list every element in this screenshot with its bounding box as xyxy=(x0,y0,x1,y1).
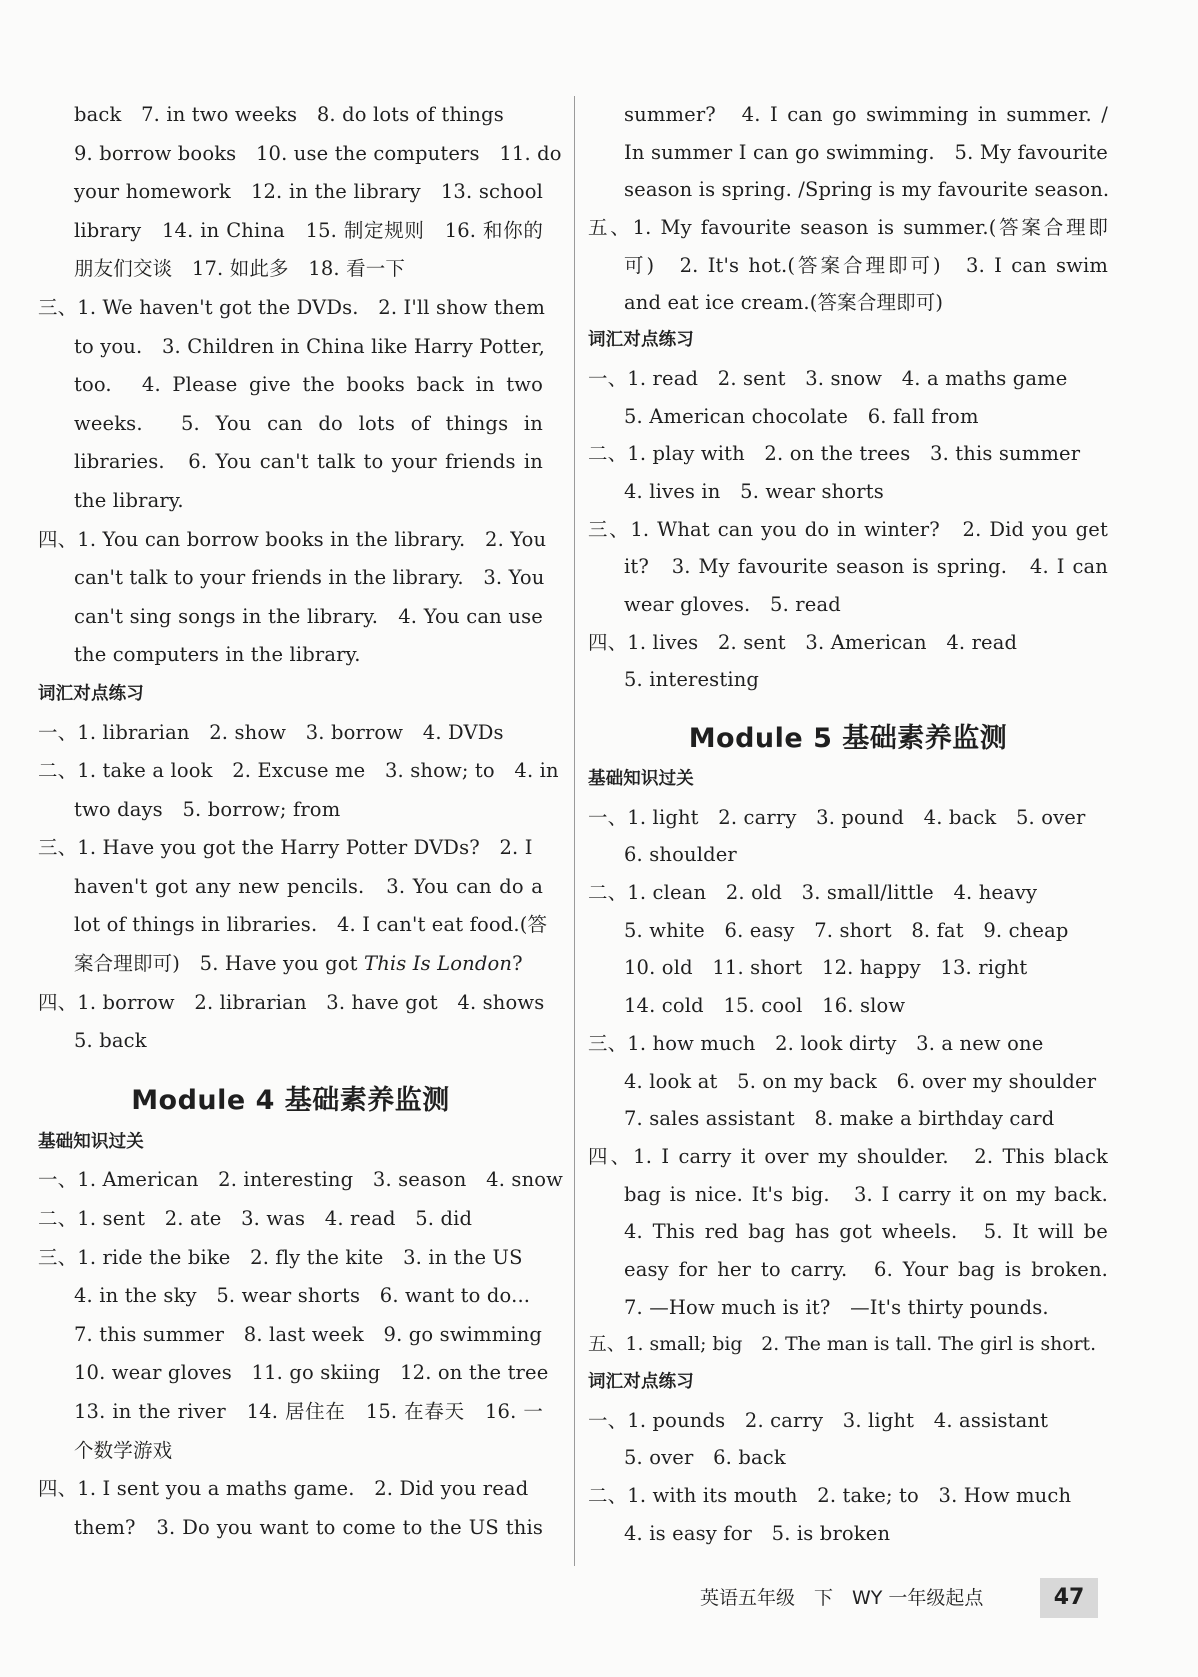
column-divider xyxy=(574,96,575,1566)
text-line: back 7. in two weeks 8. do lots of things xyxy=(74,103,504,126)
text-line: 10. wear gloves 11. go skiing 12. on the tree xyxy=(74,1361,549,1385)
text-line: to you. 3. Children in China like Harry Potter, xyxy=(74,334,545,358)
text-line: 4. lives in 5. wear shorts xyxy=(624,479,884,503)
text-line: summer? 4. I can go swimming in summer. / xyxy=(624,103,1108,126)
text-line: 一、1. pounds 2. carry 3. light 4. assistant xyxy=(588,1408,1049,1432)
text-line: 二、1. play with 2. on the trees 3. this summer xyxy=(588,442,1081,466)
text-line: and eat ice cream.(答案合理即可) xyxy=(624,291,944,315)
text-line: haven't got any new pencils. 3. You can do a xyxy=(74,874,543,898)
text-line: 三、1. ride the bike 2. fly the kite 3. in the US xyxy=(38,1245,523,1269)
text-line: them? 3. Do you want to come to the US this xyxy=(74,1515,543,1539)
text-line: can't sing songs in the library. 4. You can use xyxy=(74,604,543,628)
text-line: 4. in the sky 5. wear shorts 6. want to do... xyxy=(74,1284,531,1308)
text-line: 5. American chocolate 6. fall from xyxy=(624,404,979,428)
text-line: the library. xyxy=(74,488,184,512)
text-line: bag is nice. It's big. 3. I carry it on my back. xyxy=(624,1182,1108,1206)
text-line: 4. This red bag has got wheels. 5. It will be xyxy=(624,1220,1108,1244)
text-line: too. 4. Please give the books back in two xyxy=(74,373,543,397)
text-line: the computers in the library. xyxy=(74,643,361,667)
text-line: 10. old 11. short 12. happy 13. right xyxy=(624,956,1028,980)
footer-book-info: 英语五年级 下 WY 一年级起点 xyxy=(700,1587,984,1609)
text-line: lot of things in libraries. 4. I can't eat food.(答 xyxy=(74,913,548,937)
page-footer xyxy=(700,1578,997,1618)
text-line: 7. sales assistant 8. make a birthday card xyxy=(624,1107,1055,1131)
text-line: 二、1. sent 2. ate 3. was 4. read 5. did xyxy=(38,1207,473,1231)
text-line: 5. over 6. back xyxy=(624,1446,786,1470)
text-line: 朋友们交谈 17. 如此多 18. 看一下 xyxy=(74,257,406,281)
text-line: 5. back xyxy=(74,1029,147,1053)
text-line: 三、1. We haven't got the DVDs. 2. I'll show them xyxy=(38,295,546,319)
text-line: easy for her to carry. 6. Your bag is broken. xyxy=(624,1257,1108,1281)
text-segment: 案合理即可) 5. Have you got xyxy=(74,952,365,976)
text-line: 五、1. small; big 2. The man is tall. The girl is short. xyxy=(588,1334,1097,1356)
text-line: library 14. in China 15. 制定规则 16. 和你的 xyxy=(74,218,543,242)
text-line xyxy=(38,945,543,984)
text-segment: ? xyxy=(512,952,523,976)
section-heading: 基础知识过关 xyxy=(588,769,694,789)
text-line: 5. interesting xyxy=(624,668,760,692)
text-line: can't talk to your friends in the library. 3. You xyxy=(74,566,545,590)
text-line: In summer I can go swimming. 5. My favourite xyxy=(624,140,1108,164)
text-line: your homework 12. in the library 13. school xyxy=(74,180,543,204)
text-line: libraries. 6. You can't talk to your friends in xyxy=(74,450,543,474)
section-heading: 词汇对点练习 xyxy=(588,330,694,351)
text-line: 二、1. take a look 2. Excuse me 3. show; to 4. in xyxy=(38,759,559,783)
text-line: 一、1. American 2. interesting 3. season 4. snow xyxy=(38,1168,564,1192)
module-4-title: Module 4 基础素养监测 xyxy=(131,1084,450,1116)
text-line: 三、1. Have you got the Harry Potter DVDs? 2. I xyxy=(38,836,533,860)
text-line: 四、1. You can borrow books in the library. 2. You xyxy=(38,527,547,551)
text-line: 可) 2. It's hot.(答案合理即可) 3. I can swim xyxy=(624,253,1108,277)
right-column xyxy=(588,96,1108,1552)
module-5-title: Module 5 基础素养监测 xyxy=(688,723,1008,754)
text-line: weeks. 5. You can do lots of things in xyxy=(74,411,543,435)
book-title: This Is London xyxy=(364,952,513,976)
text-line: two days 5. borrow; from xyxy=(74,797,341,821)
text-line: 13. in the river 14. 居住在 15. 在春天 16. 一 xyxy=(74,1400,543,1423)
text-line: 一、1. read 2. sent 3. snow 4. a maths game xyxy=(588,366,1068,390)
text-line: 9. borrow books 10. use the computers 11. do xyxy=(74,141,562,165)
page-number: 47 xyxy=(1040,1578,1098,1618)
text-line: season is spring. /Spring is my favourite season. xyxy=(624,178,1110,202)
text-line: 四、1. I sent you a maths game. 2. Did you read xyxy=(38,1477,529,1501)
text-line: 个数学游戏 xyxy=(74,1438,173,1462)
text-line: 5. white 6. easy 7. short 8. fat 9. cheap xyxy=(624,918,1069,942)
text-line: wear gloves. 5. read xyxy=(624,592,841,616)
text-line: 4. look at 5. on my back 6. over my shoulder xyxy=(624,1069,1097,1093)
text-line: 四、1. I carry it over my shoulder. 2. This black xyxy=(588,1144,1108,1168)
text-line: 二、1. clean 2. old 3. small/little 4. heavy xyxy=(588,881,1038,905)
text-line: 4. is easy for 5. is broken xyxy=(624,1521,891,1545)
text-line: 一、1. light 2. carry 3. pound 4. back 5. over xyxy=(588,805,1086,829)
text-line: 6. shoulder xyxy=(624,843,737,867)
text-line: 一、1. librarian 2. show 3. borrow 4. DVDs xyxy=(38,720,504,744)
text-line: 四、1. borrow 2. librarian 3. have got 4. shows xyxy=(38,990,545,1014)
text-line: 五、1. My favourite season is summer.(答案合理即 xyxy=(588,216,1108,240)
text-line: 14. cold 15. cool 16. slow xyxy=(624,994,906,1018)
text-line: 7. —How much is it? —It's thirty pounds. xyxy=(624,1295,1049,1319)
section-heading: 基础知识过关 xyxy=(38,1131,144,1152)
text-line: 7. this summer 8. last week 9. go swimming xyxy=(74,1322,543,1346)
text-line: 三、1. how much 2. look dirty 3. a new one xyxy=(588,1031,1044,1055)
text-line: 三、1. What can you do in winter? 2. Did you get xyxy=(588,517,1108,541)
text-line: 四、1. lives 2. sent 3. American 4. read xyxy=(588,630,1018,654)
left-column xyxy=(38,96,564,1547)
section-heading: 词汇对点练习 xyxy=(588,1372,694,1392)
section-heading: 词汇对点练习 xyxy=(38,683,144,704)
text-line: it? 3. My favourite season is spring. 4. I can xyxy=(624,555,1108,579)
text-line: 二、1. with its mouth 2. take; to 3. How much xyxy=(588,1484,1072,1508)
